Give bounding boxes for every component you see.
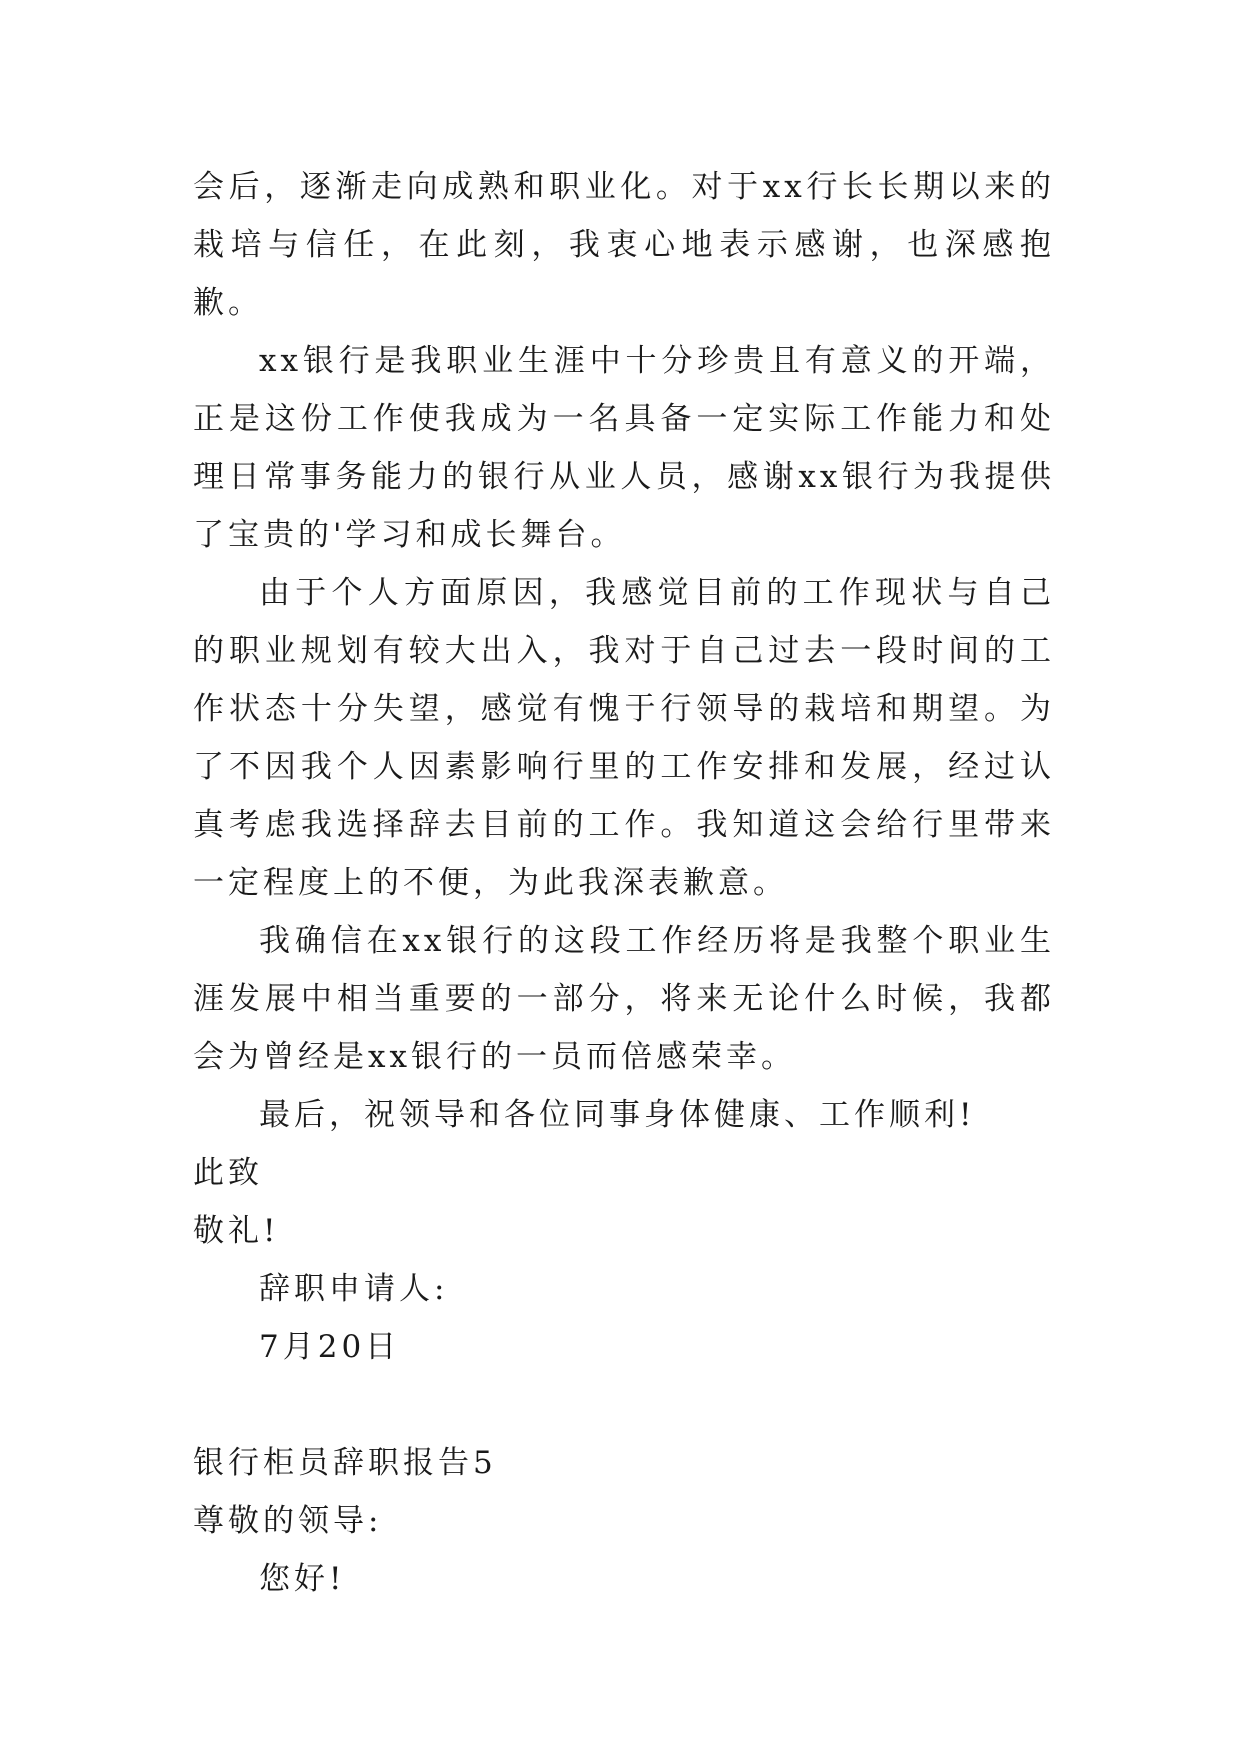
paragraph-wish: 最后，祝领导和各位同事身体健康、工作顺利!: [259, 1097, 976, 1133]
paragraph-reason: 由于个人方面原因，我感觉目前的工作现状与自己的职业规划有较大出入，我对于自己过去一段时间的工作状态十分失望，感觉有愧于行领导的栽培和期望。为了不因我个人因素影响行里的工作安排和发展，经过认真考虑我选择辞去目前的工作。我知道这会给行里带来一定程度上的不便，为此我深表歉意。: [193, 575, 1055, 901]
closing-salute: 此致: [193, 1155, 263, 1191]
paragraph-bank-start: xx银行是我职业生涯中十分珍贵且有意义的开端，正是这份工作使我成为一名具备一定实际工作能力和处理日常事务能力的银行从业人员，感谢xx银行为我提供了宝贵的'学习和成长舞台。: [193, 343, 1055, 553]
next-greeting: 您好!: [259, 1561, 346, 1597]
next-section-title: 银行柜员辞职报告5: [193, 1445, 497, 1481]
signature-date: 7月20日: [259, 1329, 401, 1365]
section-gap: [193, 1376, 1055, 1434]
closing-regards: 敬礼!: [193, 1213, 280, 1249]
document-body: [193, 158, 1055, 1608]
paragraph-continued: 会后，逐渐走向成熟和职业化。对于xx行长长期以来的栽培与信任，在此刻，我衷心地表示感谢，也深感抱歉。: [193, 169, 1055, 321]
next-salutation: 尊敬的领导:: [193, 1503, 383, 1539]
paragraph-belief: 我确信在xx银行的这段工作经历将是我整个职业生涯发展中相当重要的一部分，将来无论什么时候，我都会为曾经是xx银行的一员而倍感荣幸。: [193, 923, 1055, 1075]
signature-label: 辞职申请人:: [259, 1271, 449, 1307]
